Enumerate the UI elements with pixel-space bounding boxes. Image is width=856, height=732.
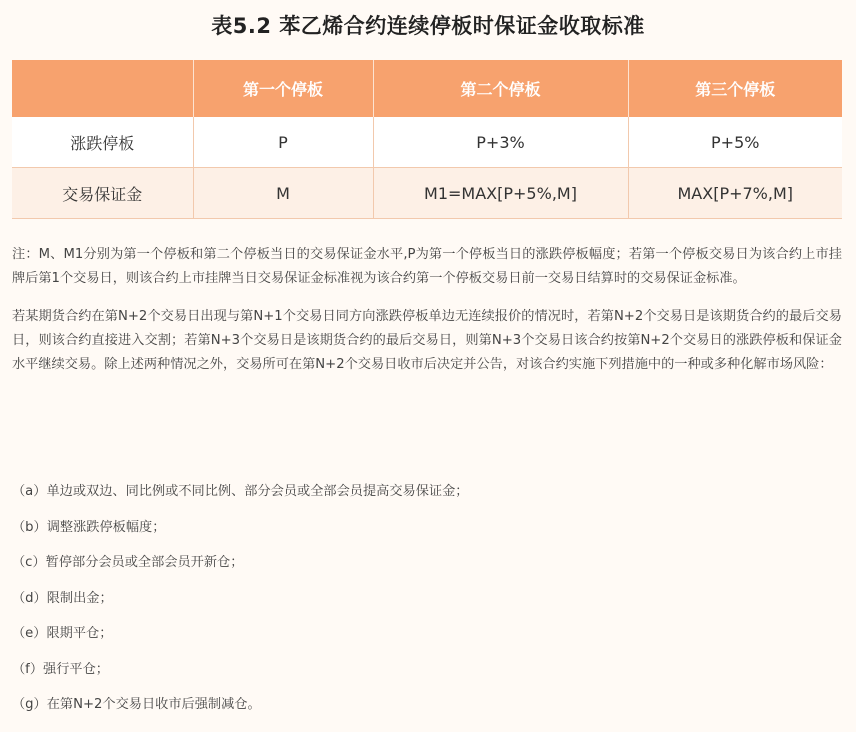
list-item: （g）在第N+2个交易日收市后强制减仓。 [12,697,261,712]
table-row [12,168,842,219]
table-cell: P+5% [628,117,842,168]
header-cell-blank [12,60,193,117]
note-paragraph: 注：M、M1分别为第一个停板和第二个停板当日的交易保证金水平,P为第一个停板当日的涨跌停板幅度；若第一个停板交易日为该合约上市挂牌后第1个交易日，则该合约上市挂牌当日交易保证金标准视为该合约第一个停板交易日前一交易日结算时的交易保证金标准。 [12,247,842,286]
table-title: 表5.2 苯乙烯合约连续停板时保证金收取标准 [211,14,645,38]
header-cell-third-limit: 第三个停板 [628,60,842,117]
list-item: （b）调整涨跌停板幅度； [12,519,166,535]
table-row [12,117,842,168]
list-item: （e）限期平仓； [12,626,113,641]
margin-standard-table [12,60,842,219]
table-cell: M [193,168,373,219]
list-item: （a）单边或双边、同比例或不同比例、部分会员或全部会员提高交易保证金； [12,484,469,499]
list-item: （f）强行平仓； [12,661,109,677]
row-label-price-limit: 涨跌停板 [12,117,193,168]
header-cell-first-limit: 第一个停板 [193,60,373,117]
header-cell-second-limit: 第二个停板 [373,60,628,117]
list-item: （c）暂停部分会员或全部会员开新仓； [12,555,244,570]
table-cell: M1=MAX[P+5%,M] [373,168,628,219]
note-paragraph: 若某期货合约在第N+2个交易日出现与第N+1个交易日同方向涨跌停板单边无连续报价的情况时，若第N+2个交易日是该期货合约的最后交易日，则该合约直接进入交割；若第N+3个交易日是该期货合约的最后交易日，则第N+3个交易日该合约按第N+2个交易日的涨跌停板和保证金水平继续交易。除上述两种情况之外，交易所可在第N+2个交易日收市后决定并公告，对该合约实施下列措施中的一种或多种化解市场风险： [12,309,842,372]
notes-section [12,243,842,391]
table-header-row [12,60,842,117]
table-cell: P+3% [373,117,628,168]
table-cell: P [193,117,373,168]
list-item: （d）限制出金； [12,590,113,606]
row-label-margin: 交易保证金 [12,168,193,219]
table-cell: MAX[P+7%,M] [628,168,842,219]
risk-measures-list [12,480,842,729]
